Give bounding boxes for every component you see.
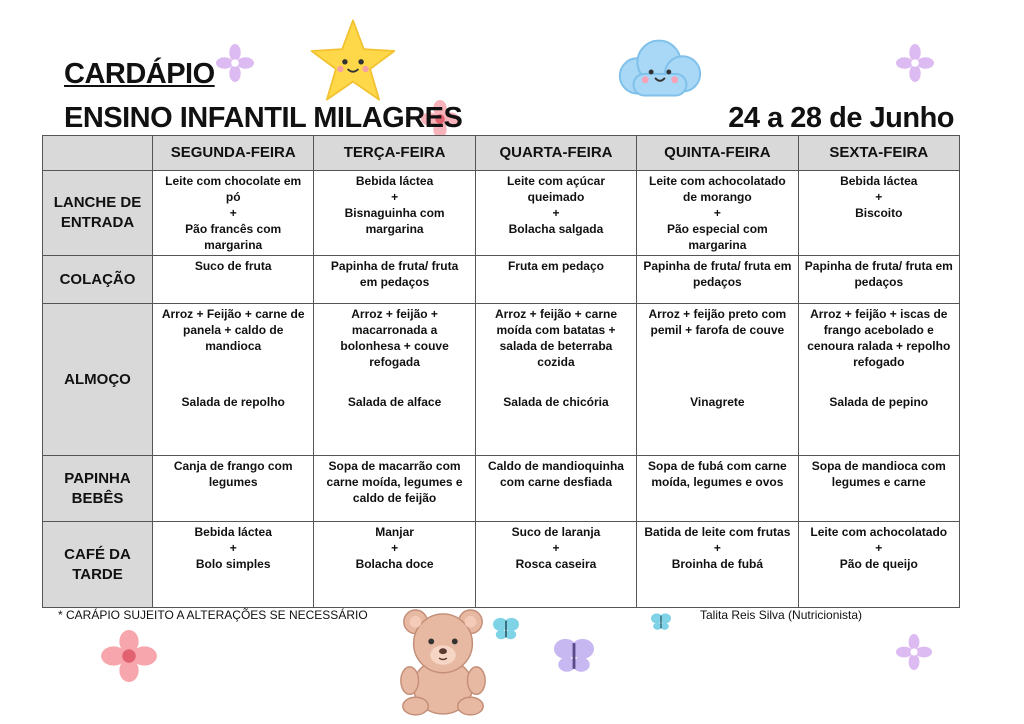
- teddy-bear-icon: [394, 604, 492, 718]
- menu-cell: Fruta em pedaço: [475, 256, 636, 304]
- menu-cell: Leite com achocolatado de morango + Pão especial com margarina: [637, 171, 798, 256]
- flower-icon: [100, 630, 158, 682]
- menu-cell: Canja de frango com legumes: [153, 456, 314, 522]
- butterfly-icon: [492, 616, 520, 642]
- menu-cell: Bebida láctea + Biscoito: [798, 171, 959, 256]
- menu-cell: Arroz + feijão preto com pemil + farofa de couve Vinagrete: [637, 304, 798, 456]
- menu-cell: Bebida láctea + Bisnaguinha com margarina: [314, 171, 475, 256]
- menu-cell: Batida de leite com frutas + Broinha de fubá: [637, 522, 798, 608]
- meal-label: COLAÇÃO: [43, 256, 153, 304]
- menu-cell: Suco de laranja + Rosca caseira: [475, 522, 636, 608]
- cloud-icon: [610, 34, 708, 104]
- menu-cell: Arroz + feijão + iscas de frango acebolado e cenoura ralada + repolho refogado Salada de pepino: [798, 304, 959, 456]
- meal-label: CAFÉ DA TARDE: [43, 522, 153, 608]
- butterfly-icon: [552, 636, 596, 676]
- day-header: TERÇA-FEIRA: [314, 136, 475, 171]
- menu-cell: Arroz + feijão + carne moída com batatas + salada de beterraba cozida Salada de chicória: [475, 304, 636, 456]
- day-header: SEXTA-FEIRA: [798, 136, 959, 171]
- table-row: [43, 456, 960, 522]
- flower-icon: [896, 634, 932, 670]
- menu-cell: Leite com chocolate em pó + Pão francês com margarina: [153, 171, 314, 256]
- meal-label: ALMOÇO: [43, 304, 153, 456]
- menu-cell: Suco de fruta: [153, 256, 314, 304]
- menu-cell: Sopa de mandioca com legumes e carne: [798, 456, 959, 522]
- table-row: [43, 522, 960, 608]
- menu-cell: Papinha de fruta/ fruta em pedaços: [798, 256, 959, 304]
- meal-label: LANCHE DE ENTRADA: [43, 171, 153, 256]
- table-row: [43, 256, 960, 304]
- menu-cell: Leite com achocolatado + Pão de queijo: [798, 522, 959, 608]
- menu-cell: Caldo de mandioquinha com carne desfiada: [475, 456, 636, 522]
- date-range: 24 a 28 de Junho: [728, 102, 954, 134]
- menu-cell: Leite com açúcar queimado + Bolacha salgada: [475, 171, 636, 256]
- table-row: [43, 304, 960, 456]
- day-header: QUARTA-FEIRA: [475, 136, 636, 171]
- menu-cell: Papinha de fruta/ fruta em pedaços: [637, 256, 798, 304]
- menu-cell: Papinha de fruta/ fruta em pedaços: [314, 256, 475, 304]
- menu-table: [42, 135, 960, 608]
- nutritionist-signature: Talita Reis Silva (Nutricionista): [700, 608, 863, 622]
- day-header: QUINTA-FEIRA: [637, 136, 798, 171]
- school-name: ENSINO INFANTIL MILAGRES: [64, 102, 463, 134]
- menu-cell: Sopa de macarrão com carne moída, legumes e caldo de feijão: [314, 456, 475, 522]
- disclaimer-note: * CARÁPIO SUJEITO A ALTERAÇÕES SE NECESSÁRIO: [58, 608, 368, 622]
- butterfly-icon: [650, 612, 672, 632]
- day-header: SEGUNDA-FEIRA: [153, 136, 314, 171]
- table-header-row: [43, 136, 960, 171]
- menu-cell: Arroz + Feijão + carne de panela + caldo de mandioca Salada de repolho: [153, 304, 314, 456]
- corner-cell: [43, 136, 153, 171]
- menu-cell: Bebida láctea + Bolo simples: [153, 522, 314, 608]
- menu-cell: Sopa de fubá com carne moída, legumes e ovos: [637, 456, 798, 522]
- flower-icon: [216, 44, 254, 82]
- menu-cell: Manjar + Bolacha doce: [314, 522, 475, 608]
- meal-label: PAPINHA BEBÊS: [43, 456, 153, 522]
- table-row: [43, 171, 960, 256]
- flower-icon: [896, 44, 934, 82]
- page-title: CARDÁPIO: [64, 58, 215, 90]
- menu-cell: Arroz + feijão + macarronada a bolonhesa + couve refogada Salada de alface: [314, 304, 475, 456]
- star-icon: [308, 16, 398, 104]
